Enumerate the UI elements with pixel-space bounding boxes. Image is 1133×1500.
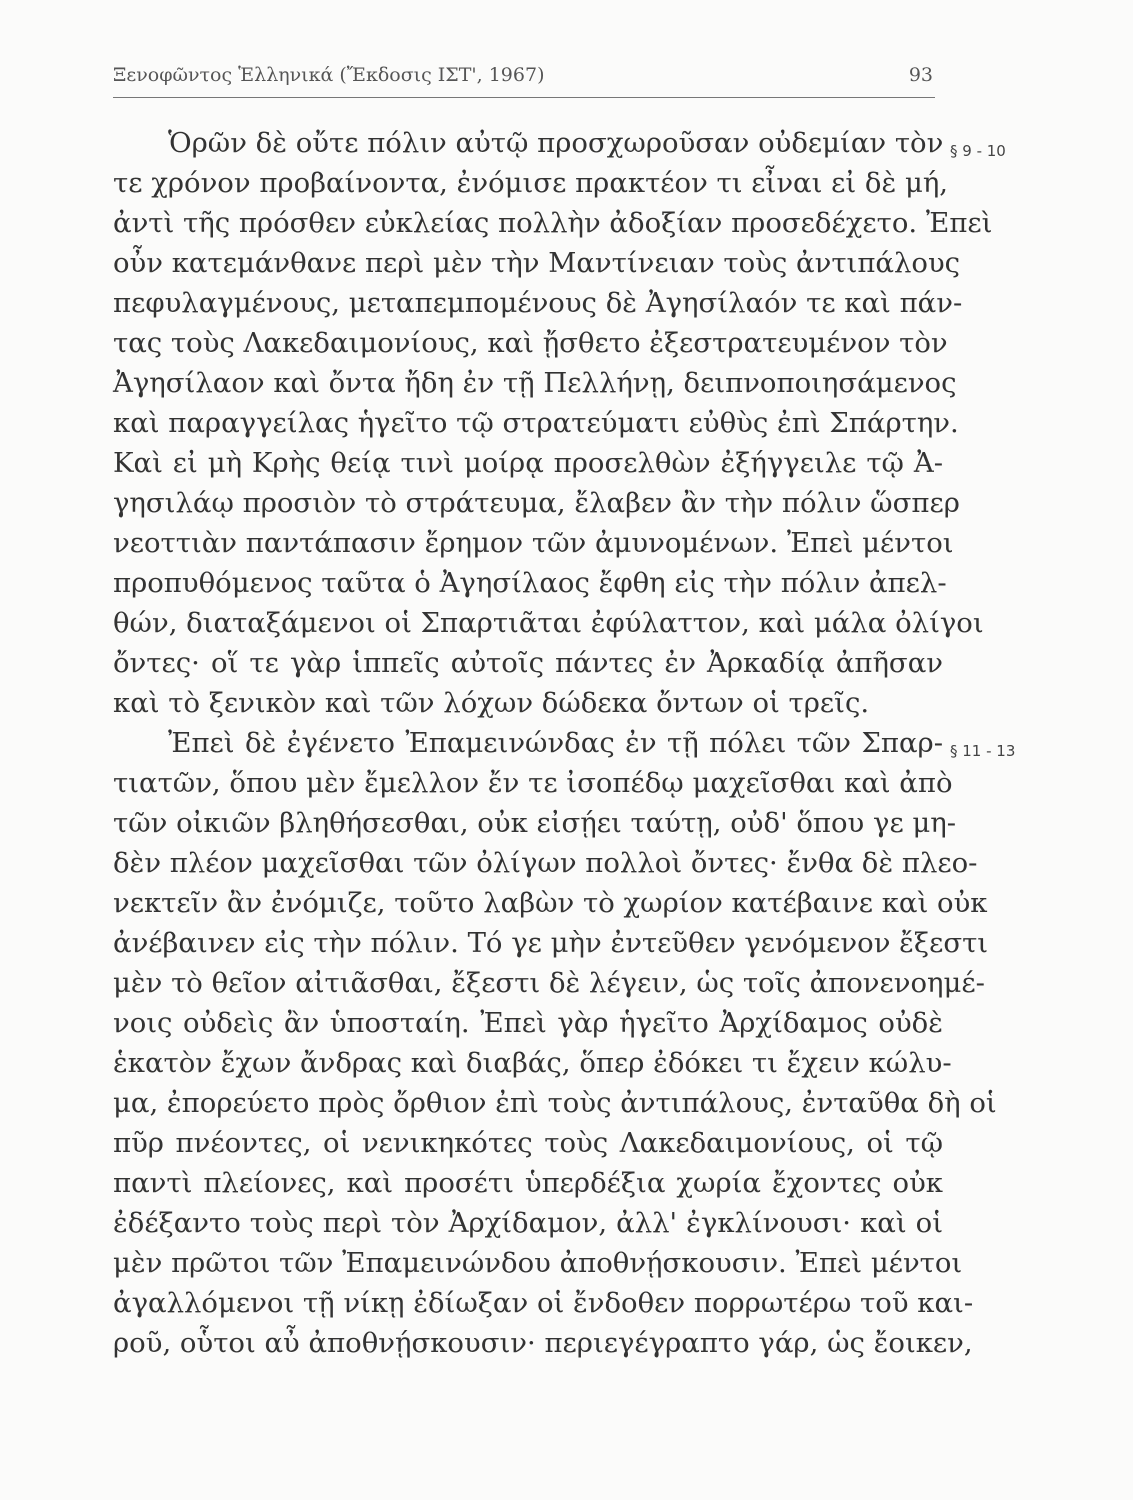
margin-note-section-9-10: § 9 - 10 xyxy=(950,142,1006,160)
margin-note-section-11-13: § 11 - 13 xyxy=(950,742,1016,760)
text-line: Ἐπεὶ δὲ ἐγένετο Ἐπαμεινώνδας ἐν τῇ πόλει τῶν Σπαρ- xyxy=(168,727,943,759)
text-line: τας τοὺς Λακεδαιμονίους, καὶ ᾔσθετο ἐξεστρατευμένον τὸν xyxy=(113,327,948,359)
header-rule xyxy=(113,97,935,98)
text-line: τῶν οἰκιῶν βληθήσεσθαι, οὐκ εἰσῄει ταύτῃ, οὐδ' ὅπου γε μη- xyxy=(113,807,957,839)
text-line: καὶ παραγγείλας ἡγεῖτο τῷ στρατεύματι εὐθὺς ἐπὶ Σπάρτην. xyxy=(113,407,959,439)
text-line: θών, διαταξάμενοι οἱ Σπαρτιᾶται ἐφύλαττον, καὶ μάλα ὀλίγοι xyxy=(113,607,984,639)
text-line: ἑκατὸν ἔχων ἄνδρας καὶ διαβάς, ὅπερ ἐδόκει τι ἔχειν κώλυ- xyxy=(113,1047,952,1079)
text-line: μα, ἐπορεύετο πρὸς ὄρθιον ἐπὶ τοὺς ἀντιπάλους, ἐνταῦθα δὴ οἱ xyxy=(113,1087,997,1119)
text-line: καὶ τὸ ξενικὸν καὶ τῶν λόχων δώδεκα ὄντων οἱ τρεῖς. xyxy=(113,687,870,719)
text-line: δὲν πλέον μαχεῖσθαι τῶν ὀλίγων πολλοὶ ὄντες· ἔνθα δὲ πλεο- xyxy=(113,847,978,879)
text-line: μὲν τὸ θεῖον αἰτιᾶσθαι, ἔξεστι δὲ λέγειν, ὡς τοῖς ἀπονενοημέ- xyxy=(113,967,985,999)
text-line: ἐδέξαντο τοὺς περὶ τὸν Ἀρχίδαμον, ἀλλ' ἐγκλίνουσι· καὶ οἱ xyxy=(113,1207,943,1239)
text-line: νοις οὐδεὶς ἂν ὑποσταίη. Ἐπεὶ γὰρ ἡγεῖτο Ἀρχίδαμος οὐδὲ xyxy=(113,1007,943,1039)
text-line: τιατῶν, ὅπου μὲν ἔμελλον ἔν τε ἰσοπέδῳ μαχεῖσθαι καὶ ἀπὸ xyxy=(113,767,953,799)
text-line: ἀνέβαινεν εἰς τὴν πόλιν. Τό γε μὴν ἐντεῦθεν γενόμενον ἔξεστι xyxy=(113,927,989,959)
text-line: γησιλάῳ προσιὸν τὸ στράτευμα, ἔλαβεν ἂν τὴν πόλιν ὥσπερ xyxy=(113,487,960,519)
text-line: Ἀγησίλαον καὶ ὄντα ἤδη ἐν τῇ Πελλήνῃ, δειπνοποιησάμενος xyxy=(113,367,957,399)
text-line: Ὁρῶν δὲ οὔτε πόλιν αὐτῷ προσχωροῦσαν οὐδεμίαν τὸν xyxy=(168,127,944,159)
text-line: ροῦ, οὗτοι αὖ ἀποθνῄσκουσιν· περιεγέγραπτο γάρ, ὡς ἔοικεν, xyxy=(113,1327,973,1359)
text-line: ἀντὶ τῆς πρόσθεν εὐκλείας πολλὴν ἀδοξίαν προσεδέχετο. Ἐπεὶ xyxy=(113,207,993,239)
text-line: πεφυλαγμένους, μεταπεμπομένους δὲ Ἀγησίλαόν τε καὶ πάν- xyxy=(113,287,963,319)
text-line: νεοττιὰν παντάπασιν ἔρημον τῶν ἀμυνομένων. Ἐπεὶ μέντοι xyxy=(113,527,954,559)
page-number: 93 xyxy=(908,64,933,86)
text-line: ἀγαλλόμενοι τῇ νίκῃ ἐδίωξαν οἱ ἔνδοθεν πορρωτέρω τοῦ και- xyxy=(113,1287,974,1319)
text-line: τε χρόνον προβαίνοντα, ἐνόμισε πρακτέον τι εἶναι εἰ δὲ μή, xyxy=(113,167,949,199)
text-line: πῦρ πνέοντες, οἱ νενικηκότες τοὺς Λακεδαιμονίους, οἱ τῷ xyxy=(113,1127,943,1159)
text-line: προπυθόμενος ταῦτα ὁ Ἀγησίλαος ἔφθη εἰς τὴν πόλιν ἀπελ- xyxy=(113,567,947,599)
text-line: παντὶ πλείονες, καὶ προσέτι ὑπερδέξια χωρία ἔχοντες οὐκ xyxy=(113,1167,943,1199)
header-title: Ξενοφῶντος Ἑλληνικά (Ἔκδοσις ΙΣΤ', 1967) xyxy=(113,64,545,86)
text-line: Καὶ εἰ μὴ Κρὴς θείᾳ τινὶ μοίρᾳ προσελθὼν ἐξήγγειλε τῷ Ἀ- xyxy=(113,447,943,479)
text-line: οὖν κατεμάνθανε περὶ μὲν τὴν Μαντίνειαν τοὺς ἀντιπάλους xyxy=(113,247,961,279)
running-header xyxy=(113,60,933,92)
text-line: μὲν πρῶτοι τῶν Ἐπαμεινώνδου ἀποθνῄσκουσιν. Ἐπεὶ μέντοι xyxy=(113,1247,963,1279)
text-line: ὄντες· οἵ τε γὰρ ἱππεῖς αὐτοῖς πάντες ἐν Ἀρκαδίᾳ ἀπῆσαν xyxy=(113,647,943,679)
text-line: νεκτεῖν ἂν ἐνόμιζε, τοῦτο λαβὼν τὸ χωρίον κατέβαινε καὶ οὐκ xyxy=(113,887,988,919)
